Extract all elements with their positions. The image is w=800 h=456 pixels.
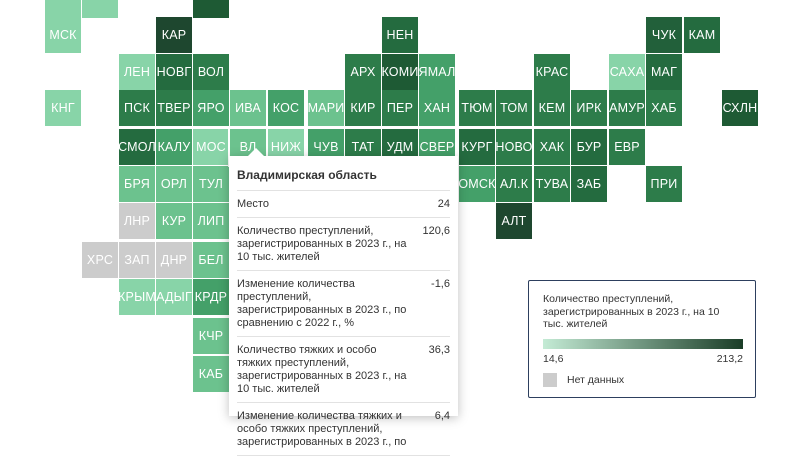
region-tile-20[interactable]: ЯРО bbox=[193, 90, 229, 126]
region-tile-68[interactable]: КАБ bbox=[193, 356, 229, 392]
tooltip-row-serious-crimes bbox=[237, 337, 450, 403]
region-tile-partial[interactable] bbox=[82, 0, 118, 18]
legend-min: 14,6 bbox=[543, 352, 564, 365]
region-tile-56[interactable]: ЛНР bbox=[119, 203, 155, 239]
region-tooltip bbox=[229, 156, 458, 448]
legend-title: Количество преступлений, зарегистрированных в 2023 г., на 10 тыс. жителей bbox=[543, 293, 720, 330]
tooltip-row-value: 120,6 bbox=[422, 225, 450, 237]
region-tile-54[interactable]: ЗАБ bbox=[571, 166, 607, 202]
region-tile-35[interactable]: КАЛУ bbox=[156, 129, 192, 165]
tooltip-row-value: 6,4 bbox=[434, 410, 450, 422]
region-tile-50[interactable]: ТУЛ bbox=[193, 166, 229, 202]
region-tile-6[interactable]: ЧУК bbox=[646, 17, 682, 53]
region-tile-27[interactable]: ТЮМ bbox=[459, 90, 495, 126]
region-tile-65[interactable]: АДЫГ bbox=[156, 279, 192, 315]
region-tile-37[interactable]: ВЛ bbox=[230, 129, 266, 165]
legend-max: 213,2 bbox=[716, 352, 743, 365]
region-tile-67[interactable]: КЧР bbox=[193, 318, 229, 354]
legend-nodata-label: Нет данных bbox=[567, 373, 625, 386]
region-tile-18[interactable]: ПСК bbox=[119, 90, 155, 126]
tooltip-row-value: 36,3 bbox=[428, 344, 450, 356]
region-tile-36[interactable]: МОС bbox=[193, 129, 229, 165]
region-tile-40[interactable]: ТАТ bbox=[345, 129, 381, 165]
tooltip-row-crimes bbox=[237, 218, 450, 271]
region-tile-12[interactable]: КОМИ bbox=[382, 54, 418, 90]
region-tile-4[interactable]: КАР bbox=[156, 17, 192, 53]
legend-scale bbox=[543, 353, 743, 365]
tooltip-row-value: -1,6 bbox=[431, 278, 450, 290]
region-tile-10[interactable]: ВОЛ bbox=[193, 54, 229, 90]
region-tile-19[interactable]: ТВЕР bbox=[156, 90, 192, 126]
tooltip-row-label: Изменение количества тяжких и особо тяжких преступлений, зарегистрированных в 2023 г., по bbox=[237, 410, 407, 448]
region-tile-partial[interactable] bbox=[193, 0, 229, 18]
region-tile-62[interactable]: ДНР bbox=[156, 242, 192, 278]
legend-nodata bbox=[543, 373, 741, 387]
region-tile-32[interactable]: ХАБ bbox=[646, 90, 682, 126]
region-tile-49[interactable]: ОРЛ bbox=[156, 166, 192, 202]
region-tile-11[interactable]: АРХ bbox=[345, 54, 381, 90]
region-tile-14[interactable]: КРАС bbox=[534, 54, 570, 90]
region-tile-26[interactable]: ХАН bbox=[419, 90, 455, 126]
region-tile-16[interactable]: МАГ bbox=[646, 54, 682, 90]
region-tile-53[interactable]: ТУВА bbox=[534, 166, 570, 202]
legend bbox=[528, 280, 756, 398]
region-tile-57[interactable]: КУР bbox=[156, 203, 192, 239]
region-tile-55[interactable]: ПРИ bbox=[646, 166, 682, 202]
region-tile-38[interactable]: НИЖ bbox=[268, 129, 304, 165]
region-tile-39[interactable]: ЧУВ bbox=[308, 129, 344, 165]
tooltip-row-value: 24 bbox=[437, 198, 450, 210]
region-tile-30[interactable]: ИРК bbox=[571, 90, 607, 126]
tooltip-arrow bbox=[247, 148, 265, 157]
region-tile-48[interactable]: БРЯ bbox=[119, 166, 155, 202]
nodata-swatch bbox=[543, 373, 557, 387]
region-tile-3[interactable]: МСК bbox=[45, 17, 81, 53]
region-tile-5[interactable]: НЕН bbox=[382, 17, 418, 53]
region-tile-7[interactable]: КАМ bbox=[684, 17, 720, 53]
region-tile-59[interactable]: АЛТ bbox=[496, 203, 532, 239]
region-tile-58[interactable]: ЛИП bbox=[193, 203, 229, 239]
region-tile-34[interactable]: СМОЛ bbox=[119, 129, 155, 165]
region-tile-45[interactable]: ХАК bbox=[534, 129, 570, 165]
tooltip-row-label: Место bbox=[237, 198, 269, 210]
region-tile-24[interactable]: КИР bbox=[345, 90, 381, 126]
region-tile-52[interactable]: АЛ.К bbox=[496, 166, 532, 202]
region-tile-61[interactable]: ЗАП bbox=[119, 242, 155, 278]
region-tile-44[interactable]: НОВО bbox=[496, 129, 532, 165]
tooltip-row-rank bbox=[237, 191, 450, 218]
region-tile-33[interactable]: СХЛН bbox=[722, 90, 758, 126]
tooltip-row-serious-crimes-change bbox=[237, 403, 450, 456]
region-tile-28[interactable]: ТОМ bbox=[496, 90, 532, 126]
region-tile-13[interactable]: ЯМАЛ bbox=[419, 54, 455, 90]
region-tile-51[interactable]: ОМСК bbox=[459, 166, 495, 202]
legend-gradient-bar bbox=[543, 339, 743, 349]
region-tile-42[interactable]: СВЕР bbox=[419, 129, 455, 165]
region-tile-41[interactable]: УДМ bbox=[382, 129, 418, 165]
region-tile-60[interactable]: ХРС bbox=[82, 242, 118, 278]
region-tile-43[interactable]: КУРГ bbox=[459, 129, 495, 165]
region-tile-17[interactable]: КНГ bbox=[45, 90, 81, 126]
tooltip-row-crimes-change bbox=[237, 271, 450, 337]
region-tile-22[interactable]: КОС bbox=[268, 90, 304, 126]
tooltip-title: Владимирская область bbox=[237, 156, 450, 191]
region-tile-66[interactable]: КРДР bbox=[193, 279, 229, 315]
region-tile-47[interactable]: ЕВР bbox=[609, 129, 645, 165]
region-tile-partial[interactable] bbox=[45, 0, 81, 18]
region-tile-64[interactable]: КРЫМ bbox=[119, 279, 155, 315]
region-tile-25[interactable]: ПЕР bbox=[382, 90, 418, 126]
region-tile-63[interactable]: БЕЛ bbox=[193, 242, 229, 278]
region-tile-23[interactable]: МАРИ bbox=[308, 90, 344, 126]
tooltip-row-label: Количество преступлений, зарегистрированных в 2023 г., на 10 тыс. жителей bbox=[237, 225, 407, 263]
tooltip-row-label: Изменение количества преступлений, зарегистрированных в 2023 г., по сравнению с 2022 г., % bbox=[237, 278, 407, 329]
region-tile-31[interactable]: АМУР bbox=[609, 90, 645, 126]
region-tile-9[interactable]: НОВГ bbox=[156, 54, 192, 90]
tooltip-row-label: Количество тяжких и особо тяжких преступлений, зарегистрированных в 2023 г., на 10 тыс. жителей bbox=[237, 344, 407, 395]
region-tile-8[interactable]: ЛЕН bbox=[119, 54, 155, 90]
region-tile-15[interactable]: САХА bbox=[609, 54, 645, 90]
region-tile-21[interactable]: ИВА bbox=[230, 90, 266, 126]
region-tile-29[interactable]: КЕМ bbox=[534, 90, 570, 126]
region-tile-46[interactable]: БУР bbox=[571, 129, 607, 165]
